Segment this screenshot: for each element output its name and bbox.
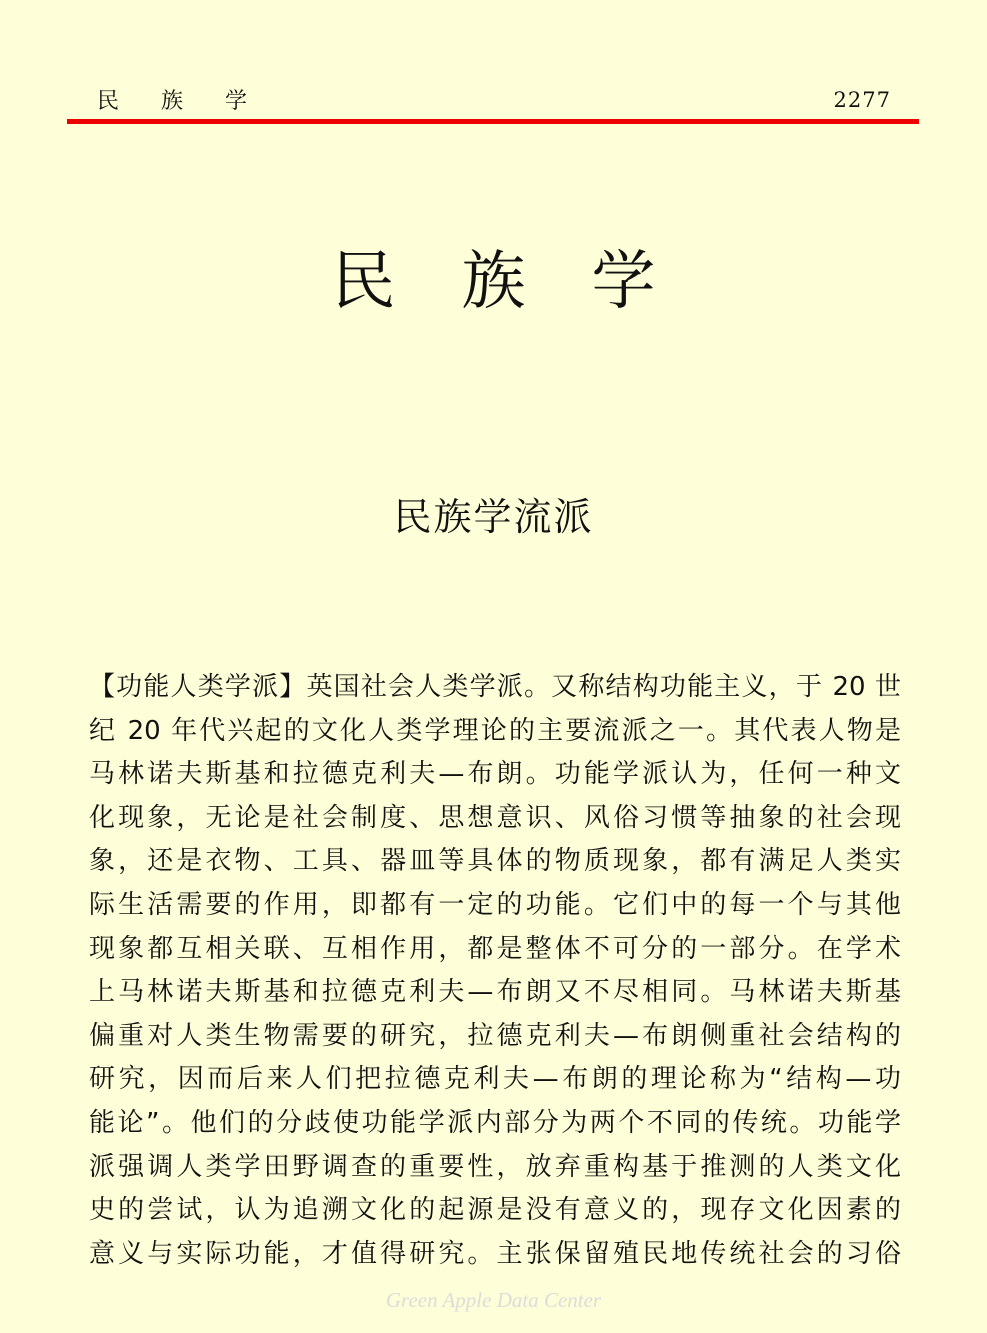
body-line: 研究，因而后来人们把拉德克利夫—布朗的理论称为“结构—功 (89, 1064, 901, 1095)
body-line: 际生活需要的作用，即都有一定的功能。它们中的每一个与其他 (89, 889, 901, 920)
body-line: 意义与实际功能，才值得研究。主张保留殖民地传统社会的习俗 (89, 1238, 901, 1269)
body-line: 上马林诺夫斯基和拉德克利夫—布朗又不尽相同。马林诺夫斯基 (89, 977, 901, 1008)
body-line: 派强调人类学田野调查的重要性，放弃重构基于推测的人类文化 (89, 1151, 901, 1182)
running-header-title: 民族学 (97, 89, 290, 114)
body-line: 【功能人类学派】英国社会人类学派。又称结构功能主义，于 20 世 (89, 672, 901, 702)
body-line: 史的尝试，认为追溯文化的起源是没有意义的，现存文化因素的 (89, 1195, 901, 1226)
page-number: 2277 (833, 88, 891, 112)
header-rule (67, 119, 919, 124)
section-title: 民族学流派 (393, 495, 594, 539)
body-text (89, 666, 901, 1276)
page-title: 民族学 (331, 245, 722, 319)
body-line: 象，还是衣物、工具、器皿等具体的物质现象，都有满足人类实 (89, 846, 901, 877)
body-line: 纪 20 年代兴起的文化人类学理论的主要流派之一。其代表人物是 (89, 715, 901, 746)
watermark: Green Apple Data Center (385, 1288, 602, 1312)
body-line: 化现象，无论是社会制度、思想意识、风俗习惯等抽象的社会现 (89, 802, 901, 833)
body-line: 偏重对人类生物需要的研究，拉德克利夫—布朗侧重社会结构的 (89, 1020, 901, 1051)
body-line: 现象都互相关联、互相作用，都是整体不可分的一部分。在学术 (89, 933, 901, 964)
body-line: 能论”。他们的分歧使功能学派内部分为两个不同的传统。功能学 (89, 1107, 901, 1138)
body-line: 马林诺夫斯基和拉德克利夫—布朗。功能学派认为，任何一种文 (89, 759, 901, 790)
